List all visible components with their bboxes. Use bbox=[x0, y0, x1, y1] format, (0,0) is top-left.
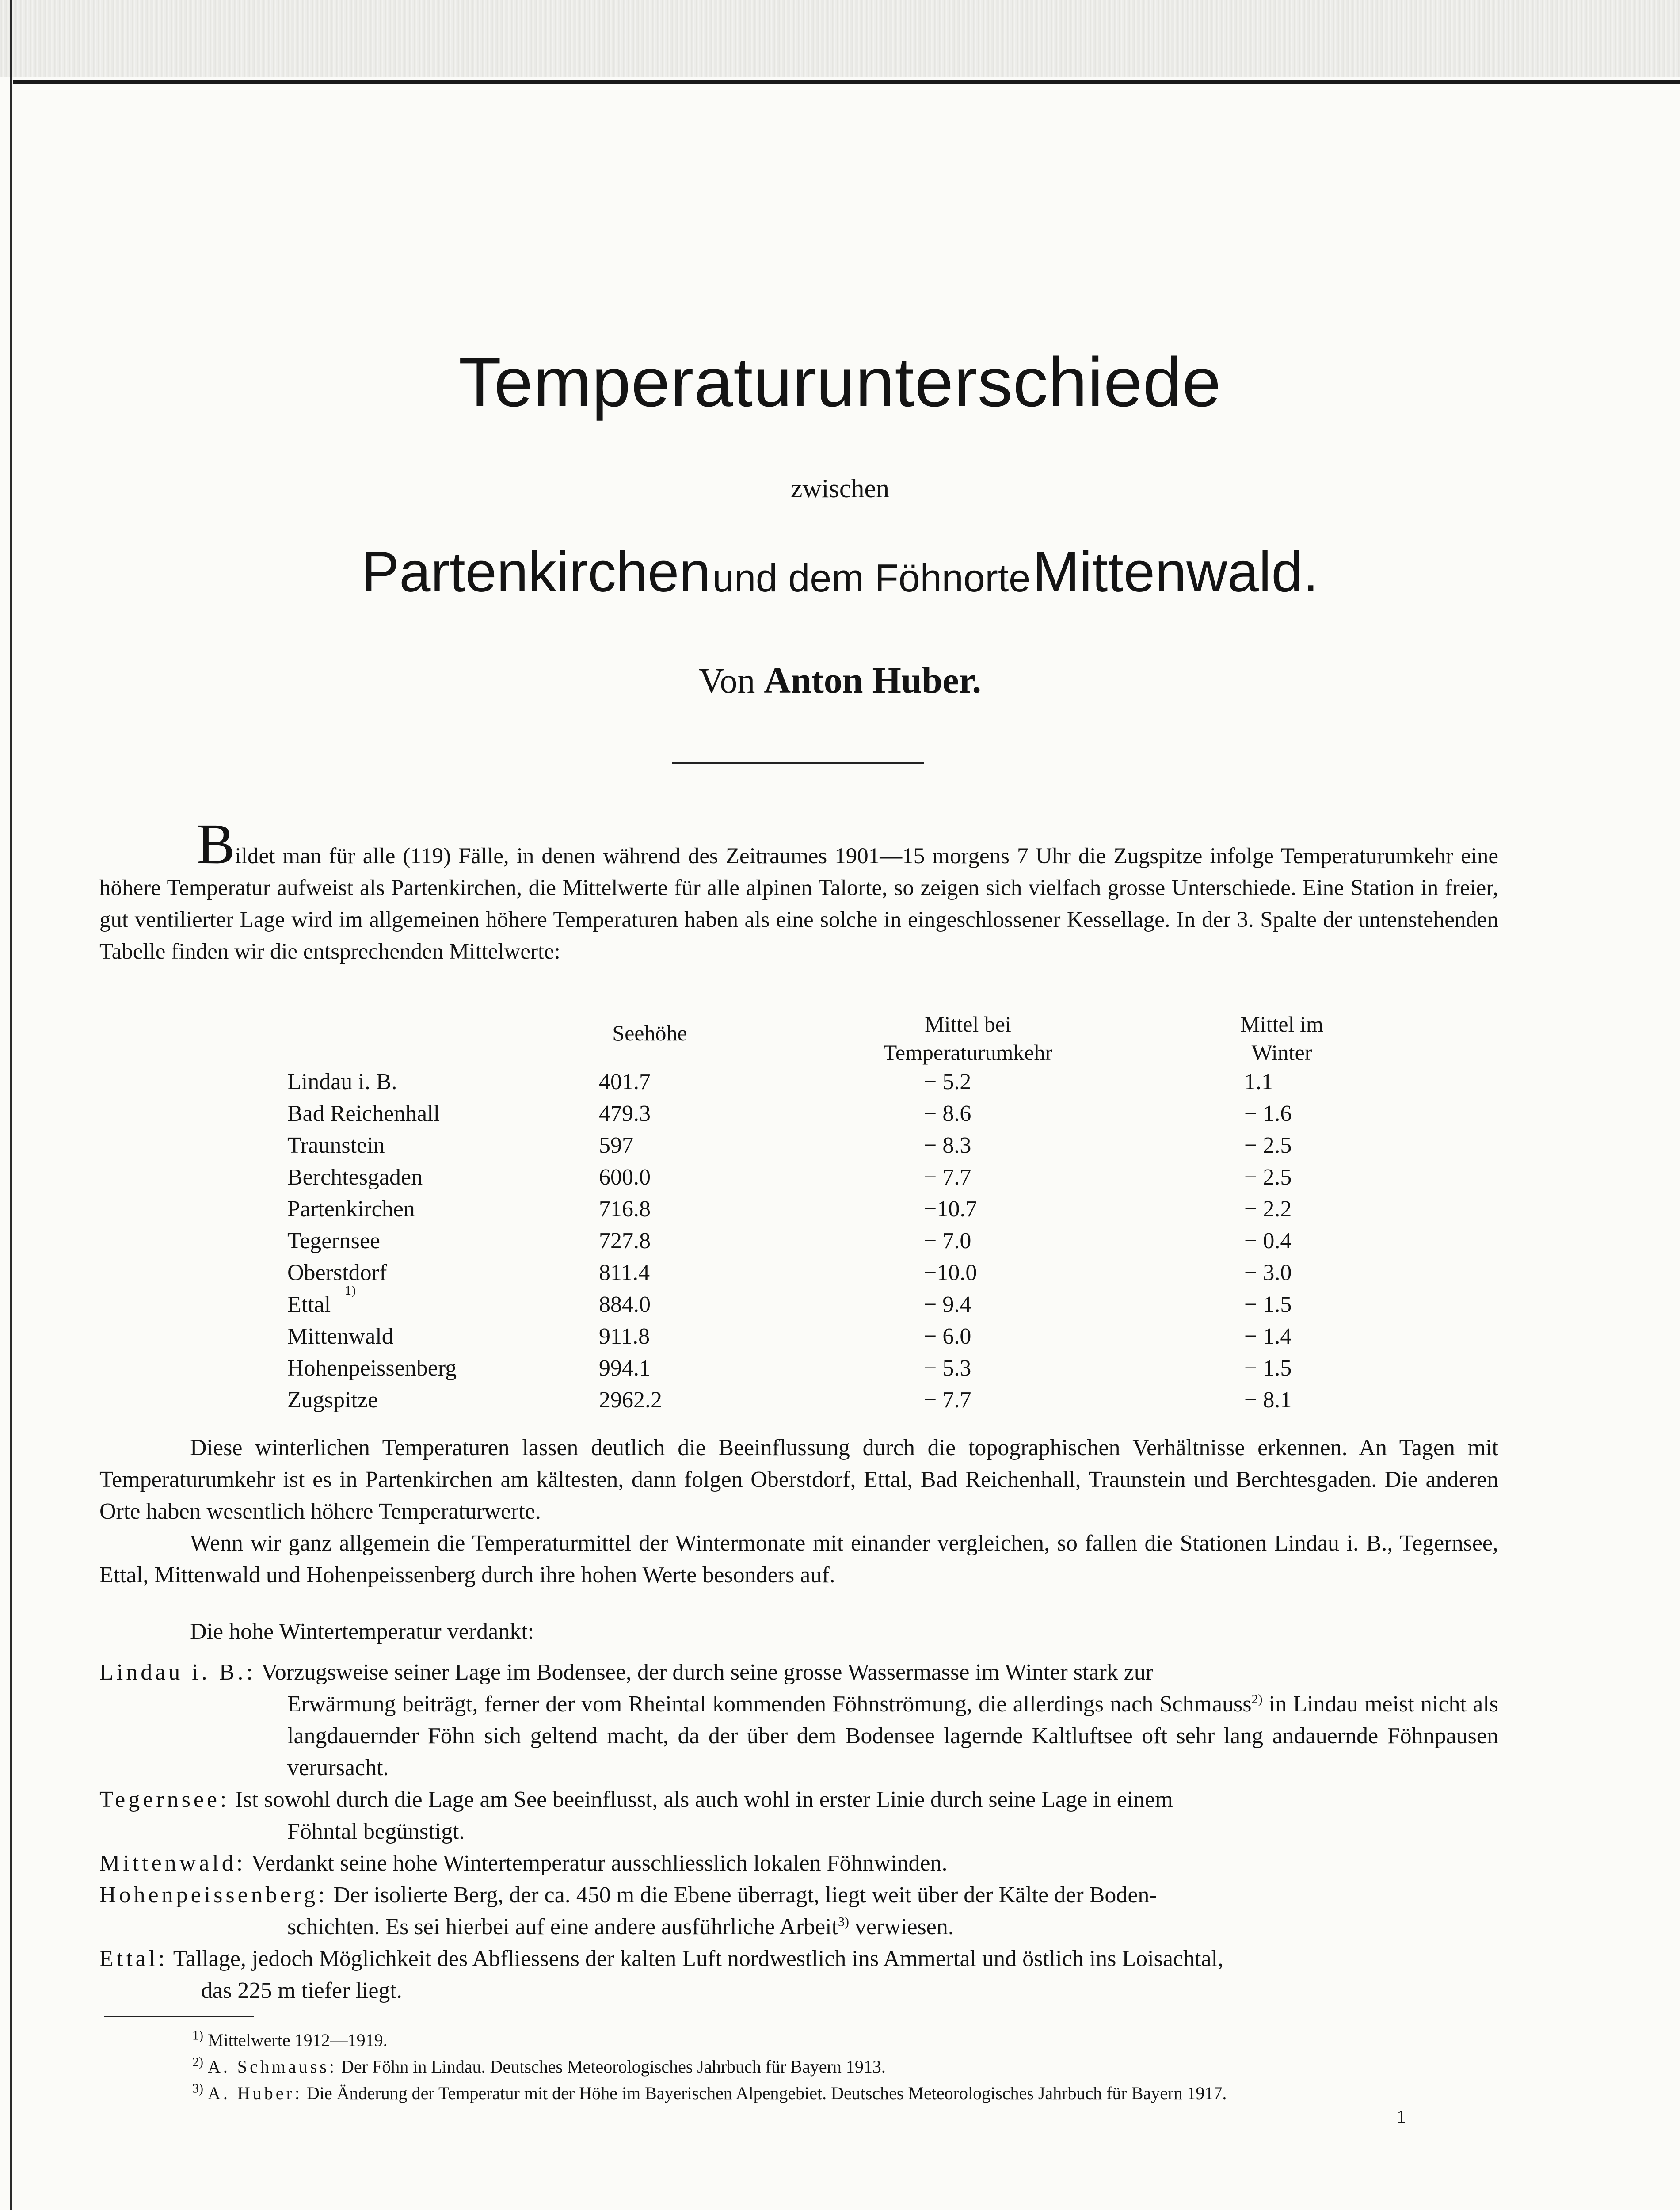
table-header-inversion bbox=[835, 1010, 1101, 1067]
title-divider bbox=[672, 762, 924, 764]
entry-line1-ettal: Tallage, jedoch Möglichkeit des Abfliessens der kalten Luft nordwestlich ins Ammertal und östlich ins Loisachtal, bbox=[173, 1946, 1223, 1971]
station-winter-mean: − 8.1 bbox=[1244, 1387, 1292, 1413]
entry-cont-hohenpeissenberg bbox=[99, 1911, 1498, 1943]
table-header-elevation: Seehöhe bbox=[612, 1021, 687, 1045]
entry-lindau bbox=[99, 1657, 1498, 1784]
station-name: Berchtesgaden bbox=[287, 1165, 423, 1190]
footnote-author-2: A. Schmauss: bbox=[208, 2057, 337, 2077]
table-header-winter-line1: Mittel im bbox=[1240, 1012, 1323, 1036]
footnote-author-3: A. Huber: bbox=[208, 2083, 302, 2103]
station-elevation: 479.3 bbox=[599, 1101, 651, 1126]
station-winter-mean: − 1.5 bbox=[1244, 1292, 1292, 1317]
table-row bbox=[0, 1384, 1680, 1416]
entry-label-ettal: Ettal: bbox=[99, 1946, 168, 1971]
body-paragraph-2: Wenn wir ganz allgemein die Temperaturmittel der Wintermonate mit einander vergleichen, so fallen die Stationen Lindau i. B., Tegernsee, Ettal, Mittenwald und Hohenpeissenberg durch ihre hohen Werte besonders auf. bbox=[99, 1531, 1498, 1588]
station-elevation: 716.8 bbox=[599, 1196, 651, 1222]
station-name: Oberstdorf bbox=[287, 1260, 387, 1285]
station-name: Bad Reichenhall bbox=[287, 1101, 440, 1126]
station-elevation: 994.1 bbox=[599, 1356, 651, 1381]
page-title: Temperaturunterschiede bbox=[458, 343, 1222, 421]
station-winter-mean: − 0.4 bbox=[1244, 1228, 1292, 1254]
entry-ettal bbox=[99, 1943, 1498, 2007]
author-prefix: Von bbox=[698, 662, 755, 701]
station-elevation: 597 bbox=[599, 1133, 633, 1158]
station-winter-mean: − 3.0 bbox=[1244, 1260, 1292, 1285]
station-inversion-mean: − 7.0 bbox=[924, 1228, 971, 1254]
station-elevation: 727.8 bbox=[599, 1228, 651, 1254]
footnote-1 bbox=[192, 2028, 388, 2053]
table-row bbox=[0, 1225, 1680, 1257]
station-name: Ettal bbox=[287, 1292, 331, 1317]
entry-mittenwald bbox=[99, 1848, 1498, 1879]
entry-cont-hohenpeissenberg-a: schichten. Es sei hierbei auf eine andere ausführliche Arbeit bbox=[287, 1914, 838, 1939]
station-name: Partenkirchen bbox=[287, 1196, 415, 1222]
table-row bbox=[0, 1257, 1680, 1289]
entry-line1-lindau: Vorzugsweise seiner Lage im Bodensee, der durch seine grosse Wassermasse im Winter stark zur bbox=[261, 1660, 1154, 1685]
footnote-2 bbox=[192, 2054, 886, 2079]
subtitle-place-mittenwald: Mittenwald. bbox=[1032, 541, 1319, 604]
station-inversion-mean: −10.0 bbox=[924, 1260, 977, 1285]
footnote-rule bbox=[104, 2016, 254, 2017]
scan-top-band bbox=[0, 0, 1680, 77]
station-inversion-mean: −10.7 bbox=[924, 1196, 977, 1222]
table-row bbox=[0, 1098, 1680, 1130]
entry-cont-lindau-a: Erwärmung beiträgt, ferner der vom Rheintal kommenden Föhnströmung, die allerdings nach Schmauss bbox=[287, 1692, 1252, 1717]
drop-cap: B bbox=[197, 812, 235, 876]
station-winter-mean: − 1.5 bbox=[1244, 1356, 1292, 1381]
station-inversion-mean: − 7.7 bbox=[924, 1387, 971, 1413]
table-header-winter-line2: Winter bbox=[1251, 1040, 1312, 1065]
entry-line1-mittenwald: Verdankt seine hohe Wintertemperatur ausschliesslich lokalen Föhnwinden. bbox=[251, 1851, 948, 1876]
station-inversion-mean: − 5.3 bbox=[924, 1356, 971, 1381]
table-row bbox=[0, 1321, 1680, 1353]
station-inversion-mean: − 8.6 bbox=[924, 1101, 971, 1126]
table-row bbox=[0, 1193, 1680, 1225]
station-winter-mean: − 2.2 bbox=[1244, 1196, 1292, 1222]
table-header-inversion-line2: Temperaturumkehr bbox=[883, 1040, 1053, 1065]
station-winter-mean: − 1.4 bbox=[1244, 1324, 1292, 1349]
station-inversion-mean: − 6.0 bbox=[924, 1324, 971, 1349]
station-name: Hohenpeissenberg bbox=[287, 1356, 457, 1381]
station-elevation: 911.8 bbox=[599, 1324, 650, 1349]
entry-label-hohenpeissenberg: Hohenpeissenberg: bbox=[99, 1882, 328, 1908]
subtitle-middle: und dem Föhnorte bbox=[712, 556, 1031, 600]
station-inversion-mean: − 9.4 bbox=[924, 1292, 971, 1317]
body-paragraph-1: Diese winterlichen Temperaturen lassen deutlich die Beeinflussung durch die topographischen Verhältnisse erkennen. An Tagen mit Temperaturumkehr ist es in Partenkirchen am kältesten, dann folgen Oberstdorf, Ettal, Bad Reichenhall, Traunstein und Berchtesgaden. Die anderen Orte haben wesentlich höhere Temperaturwerte. bbox=[99, 1435, 1498, 1524]
table-row bbox=[0, 1162, 1680, 1193]
table-row: Ettal 1) 884.0 − 9.4 − 1.5 bbox=[0, 1289, 1680, 1321]
station-elevation: 401.7 bbox=[599, 1069, 651, 1094]
entry-line1-hohenpeissenberg: Der isolierte Berg, der ca. 450 m die Ebene überragt, liegt weit über der Kälte der Boden- bbox=[333, 1882, 1157, 1908]
entry-cont-hohenpeissenberg-b: verwiesen. bbox=[855, 1914, 954, 1939]
author-line bbox=[0, 656, 1680, 705]
station-winter-mean: 1.1 bbox=[1244, 1069, 1273, 1094]
station-name: Tegernsee bbox=[287, 1228, 381, 1254]
footnote-text-2: Der Föhn in Lindau. Deutsches Meteorologisches Jahrbuch für Bayern 1913. bbox=[341, 2057, 886, 2077]
entry-label-lindau: Lindau i. B.: bbox=[99, 1660, 256, 1685]
header-rule bbox=[13, 80, 1680, 84]
footnote-3 bbox=[192, 2081, 1227, 2106]
station-elevation: 811.4 bbox=[599, 1260, 650, 1285]
station-name: Zugspitze bbox=[287, 1387, 378, 1413]
station-winter-mean: − 1.6 bbox=[1244, 1101, 1292, 1126]
entry-cont-ettal: das 225 m tiefer liegt. bbox=[201, 1978, 402, 2003]
station-inversion-mean: − 7.7 bbox=[924, 1165, 971, 1190]
entry-label-tegernsee: Tegernsee: bbox=[99, 1787, 230, 1812]
station-inversion-mean: − 5.2 bbox=[924, 1069, 971, 1094]
station-elevation: 2962.2 bbox=[599, 1387, 662, 1413]
station-elevation: 600.0 bbox=[599, 1165, 651, 1190]
station-winter-mean: − 2.5 bbox=[1244, 1165, 1292, 1190]
footnote-text-3: Die Änderung der Temperatur mit der Höhe im Bayerischen Alpengebiet. Deutsches Meteorologisches Jahrbuch für Bayern 1917. bbox=[306, 2083, 1227, 2103]
entry-cont-lindau-b: in Lindau meist nicht als langdauernder Föhn sich geltend macht, da der über dem Bodensee lagernde Kaltluftsee oft sehr lang andauernde Föhnpausen verursacht. bbox=[287, 1692, 1498, 1780]
table-row bbox=[0, 1353, 1680, 1384]
author-name: Anton Huber. bbox=[764, 660, 982, 701]
subtitle-place-partenkirchen: Partenkirchen bbox=[361, 541, 711, 604]
footnote-mark-1: 1) bbox=[192, 2028, 203, 2043]
footnote-mark-2: 2) bbox=[192, 2054, 203, 2069]
intro-paragraph bbox=[99, 812, 1498, 968]
entry-label-mittenwald: Mittenwald: bbox=[99, 1851, 246, 1876]
subtitle bbox=[0, 537, 1680, 625]
table-header-inversion-line1: Mittel bei bbox=[925, 1012, 1011, 1036]
footnote-mark-3: 3) bbox=[192, 2081, 203, 2096]
entry-line1-tegernsee: Ist sowohl durch die Lage am See beeinflusst, als auch wohl in erster Linie durch seine Lage in einem bbox=[235, 1787, 1173, 1812]
station-winter-mean: − 2.5 bbox=[1244, 1133, 1292, 1158]
station-name: Mittenwald bbox=[287, 1324, 393, 1349]
table-row bbox=[0, 1066, 1680, 1098]
station-inversion-mean: − 8.3 bbox=[924, 1133, 971, 1158]
station-name: Lindau i. B. bbox=[287, 1069, 397, 1094]
body-paragraph-3: Die hohe Wintertemperatur verdankt: bbox=[190, 1619, 534, 1644]
title-connector: zwischen bbox=[790, 474, 890, 503]
footnote-text-1: Mittelwerte 1912—1919. bbox=[208, 2030, 388, 2050]
entry-cont-tegernsee: Föhntal begünstigt. bbox=[287, 1819, 465, 1844]
entry-hohenpeissenberg bbox=[99, 1879, 1498, 1943]
page-number: 1 bbox=[1397, 2107, 1406, 2127]
station-name: Traunstein bbox=[287, 1133, 385, 1158]
entry-cont-lindau bbox=[99, 1688, 1498, 1784]
footnote-ref-3: 3) bbox=[838, 1914, 850, 1929]
footnote-ref-2: 2) bbox=[1251, 1692, 1263, 1707]
table-header-winter bbox=[1176, 1010, 1388, 1067]
intro-text: ildet man für alle (119) Fälle, in denen während des Zeitraumes 1901—15 morgens 7 Uhr die Zugspitze infolge Temperaturumkehr eine höhere Temperatur aufweist als Partenkirchen, die Mittelwerte für alle alpinen Talorte, so zeigen sich vielfach grosse Unterschiede. Eine Station in freier, gut ventilierter Lage wird im allgemeinen höhere Temperaturen haben als eine solche in eingeschlossener Kessellage. In der 3. Spalte der untenstehenden Tabelle finden wir die entsprechenden Mittelwerte: bbox=[99, 844, 1498, 964]
table-row bbox=[0, 1130, 1680, 1162]
entry-tegernsee bbox=[99, 1784, 1498, 1848]
station-elevation: 884.0 bbox=[599, 1292, 651, 1317]
